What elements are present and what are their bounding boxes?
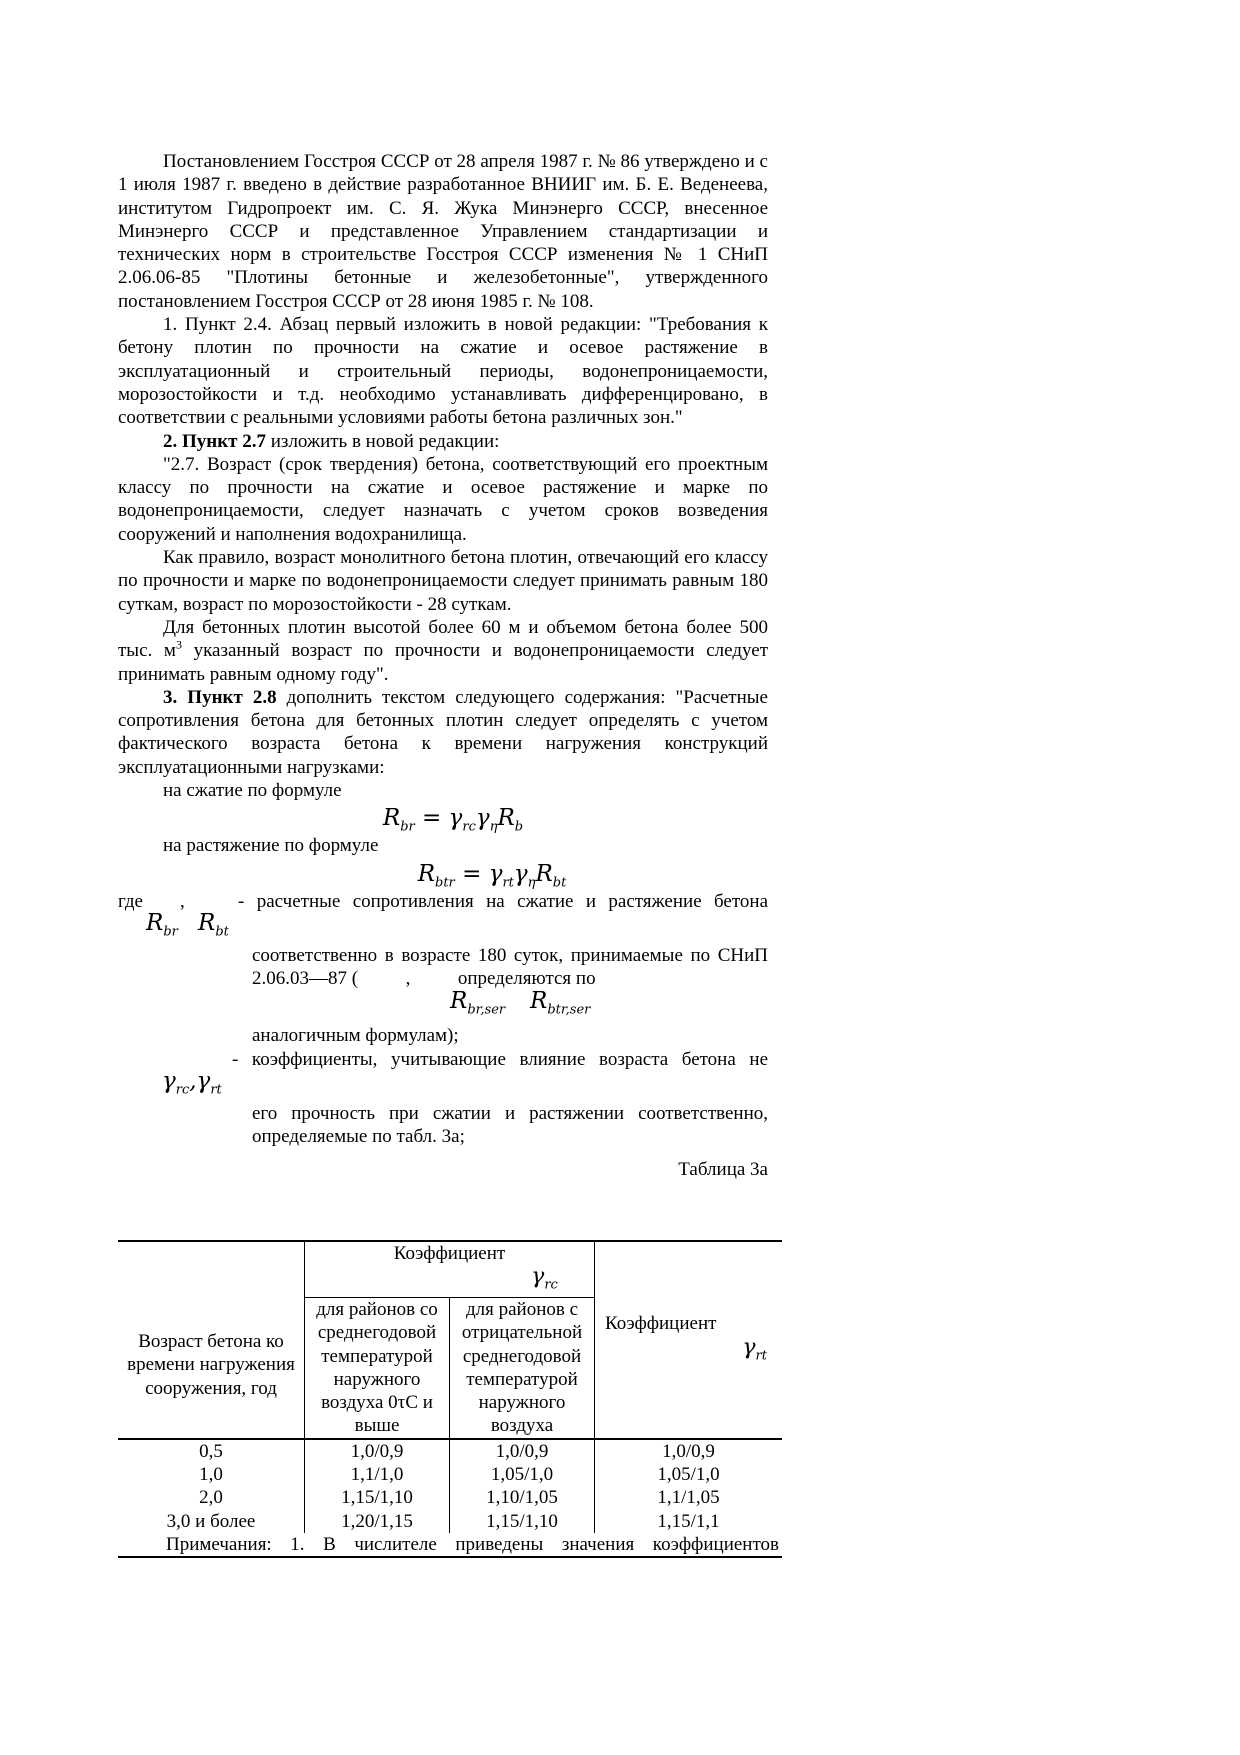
tension-label: на растяжение по формуле xyxy=(163,835,379,857)
table-note: Примечания: 1. В числителе приведены значения коэффициентов xyxy=(166,1533,779,1555)
header-age: Возраст бетона ко времени нагружения сооружения, год xyxy=(118,1241,305,1439)
item-3-paragraph: 3. Пункт 2.8 дополнить текстом следующего содержания: "Расчетные сопротивления бетона для бетонных плотин следует определять с учетом фактического возраста бетона к времени нагружения конструкций эксплуатационными нагрузками: xyxy=(118,686,768,778)
table-row: 1,0 1,1/1,0 1,05/1,0 1,05/1,0 xyxy=(118,1463,782,1486)
item-2-heading: 2. Пункт 2.7 xyxy=(163,430,267,452)
header-sub-positive: для районов со среднегодовой температурой наружного воздуха 0τC и выше xyxy=(305,1298,450,1439)
where-line: где , - расчетные сопротивления на сжатие и растяжение бетона xyxy=(118,890,768,912)
intro-paragraph: Постановлением Госстроя СССР от 28 апреля 1987 г. № 86 утверждено и с 1 июля 1987 г. введено в действие разработанное ВНИИГ им. Б. Е. Веденеева, институтом Гидропроект им. С. Я. Жука Минэнерго СССР, внесенное Минэнерго СССР и представленное Управлением стандартизации и технических норм в строительстве Госстроя СССР изменения № 1 СНиП 2.06.06-85 "Плотины бетонные и железобетонные", утвержденного постановлением Госстроя СССР от 28 июня 1985 г. № 108. xyxy=(118,151,768,312)
item-1-paragraph: 1. Пункт 2.4. Абзац первый изложить в новой редакции: "Требования к бетону плотин по прочности на сжатие и осевое растяжение в эксплуатационный и строительный периоды, водонепроницаемости, морозостойкости и т.д. необходимо устанавливать дифференцировано, в соответствии с реальными условиями работы бетона различных зон." xyxy=(118,314,768,429)
clause-2-7-paragraph: "2.7. Возраст (срок твердения) бетона, соответствующий его проектным классу по прочности на сжатие и осевое растяжение и марке по водонепроницаемости, следует назначать с учетом сроков возведения сооружений и наполнения водохранилища. xyxy=(118,453,768,545)
item-3-heading: 3. Пункт 2.8 xyxy=(163,686,277,708)
where-continuation-2: аналогичным формулам); xyxy=(252,1025,459,1047)
where-symbols: $R_{br}$ $R_{bt}$ xyxy=(146,909,229,940)
formula-tension: $R_{btr} = \gamma_{rt}\gamma_\eta R_{bt}$ xyxy=(417,860,567,891)
item-2-paragraph: 2. Пункт 2.7 изложить в новой редакции: xyxy=(163,430,500,452)
table-row: 0,5 1,0/0,9 1,0/0,9 1,0/0,9 xyxy=(118,1439,782,1463)
ser-symbols: $R_{br,ser}$ $R_{btr,ser}$ xyxy=(450,988,591,1018)
formula-compression: $R_{br} = \gamma_{rc}\gamma_\eta R_b$ xyxy=(382,805,524,835)
main-text xyxy=(118,150,773,1181)
clause-2-7-paragraph-3: Для бетонных плотин высотой более 60 м и объемом бетона более 500 тыс. $м^3$ указанный возраст по прочности и водонепроницаемости следует принимать равным одному году". xyxy=(118,616,768,685)
header-sub-negative: для районов с отрицательной среднегодовой температурой наружного воздуха xyxy=(450,1298,595,1439)
gamma-continuation: его прочность при сжатии и растяжении соответственно, определяемые по табл. 3а; xyxy=(252,1102,768,1147)
gamma-symbols: $\gamma_{rc},\gamma_{rt}$ xyxy=(162,1067,222,1098)
where-continuation-1: соответственно в возрасте 180 суток, принимаемые по СНиП 2.06.03—87 ( , определяются по xyxy=(252,944,773,989)
header-coef-rt: Коэффициент $\gamma_{rt}$ xyxy=(595,1241,783,1439)
table-row: 3,0 и более 1,20/1,15 1,15/1,10 1,15/1,1 xyxy=(118,1510,782,1533)
compression-label: на сжатие по формуле xyxy=(163,780,342,802)
header-coef-rc: Коэффициент $\gamma_{rc}$ xyxy=(305,1241,595,1298)
table-row: 2,0 1,15/1,10 1,10/1,05 1,1/1,05 xyxy=(118,1486,782,1509)
gamma-line: - коэффициенты, учитывающие влияние возраста бетона не xyxy=(232,1048,768,1070)
table-caption: Таблица 3а xyxy=(678,1159,768,1181)
clause-2-7-paragraph-2: Как правило, возраст монолитного бетона плотин, отвечающий его классу по прочности и марке по водонепроницаемости следует принимать равным 180 суткам, возраст по морозостойкости - 28 суткам. xyxy=(118,547,768,615)
table-3a xyxy=(118,1240,782,1558)
